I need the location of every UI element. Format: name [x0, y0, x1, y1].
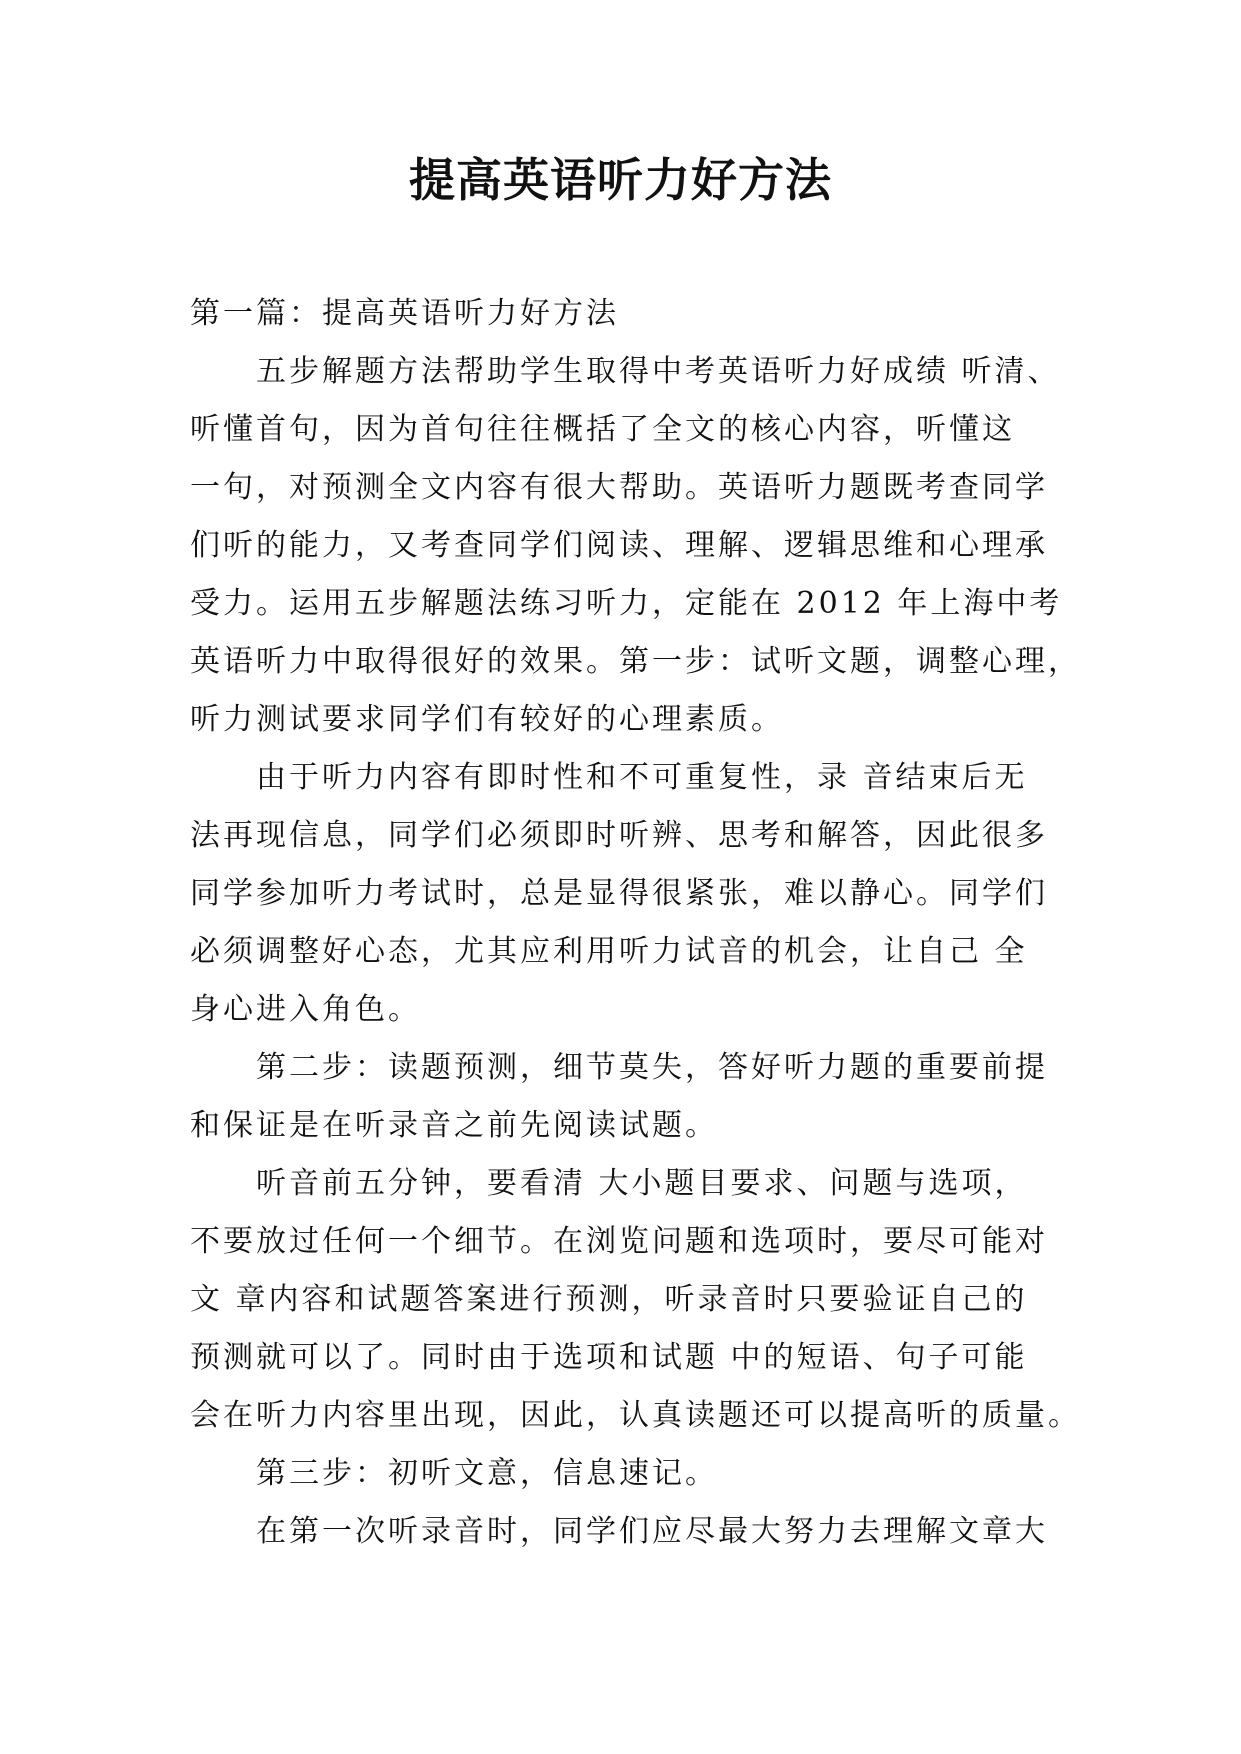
body-line: 预测就可以了。同时由于选项和试题 中的短语、句子可能 — [190, 1340, 1028, 1375]
body-line: 会在听力内容里出现，因此，认真读题还可以提高听的质量。 — [190, 1398, 1081, 1433]
body-line: 英语听力中取得很好的效果。第一步：试听文题，调整心理， — [190, 644, 1081, 679]
body-line: 听音前五分钟，要看清 大小题目要求、问题与选项， — [256, 1166, 1028, 1201]
body-line: 受力。运用五步解题法练习听力，定能在 2012 年上海中考 — [190, 586, 1063, 621]
body-line: 听懂首句，因为首句往往概括了全文的核心内容，听懂这 — [190, 412, 1015, 447]
body-line: 听力测试要求同学们有较好的心理素质。 — [190, 702, 784, 737]
document-body — [190, 285, 1081, 1561]
body-line: 一句，对预测全文内容有很大帮助。英语听力题既考查同学 — [190, 470, 1048, 505]
body-line: 第二步：读题预测，细节莫失，答好听力题的重要前提 — [256, 1050, 1048, 1085]
body-line: 在第一次听录音时，同学们应尽最大努力去理解文章大 — [256, 1514, 1048, 1549]
body-line: 五步解题方法帮助学生取得中考英语听力好成绩 听清、 — [256, 354, 1061, 389]
body-line: 同学参加听力考试时，总是显得很紧张，难以静心。同学们 — [190, 876, 1048, 911]
body-line: 法再现信息，同学们必须即时听辨、思考和解答，因此很多 — [190, 818, 1048, 853]
body-line: 文 章内容和试题答案进行预测，听录音时只要验证自己的 — [190, 1282, 1028, 1317]
body-line: 第一篇：提高英语听力好方法 — [190, 296, 619, 331]
body-line: 们听的能力，又考查同学们阅读、理解、逻辑思维和心理承 — [190, 528, 1048, 563]
body-line: 身心进入角色。 — [190, 992, 421, 1027]
body-line: 必须调整好心态，尤其应利用听力试音的机会，让自己 全 — [190, 934, 1028, 969]
body-line: 第三步：初听文意，信息速记。 — [256, 1456, 718, 1491]
document-title: 提高英语听力好方法 — [409, 153, 832, 207]
body-line: 不要放过任何一个细节。在浏览问题和选项时，要尽可能对 — [190, 1224, 1048, 1259]
body-line: 由于听力内容有即时性和不可重复性，录 音结束后无 — [256, 760, 1028, 795]
body-line: 和保证是在听录音之前先阅读试题。 — [190, 1108, 718, 1143]
